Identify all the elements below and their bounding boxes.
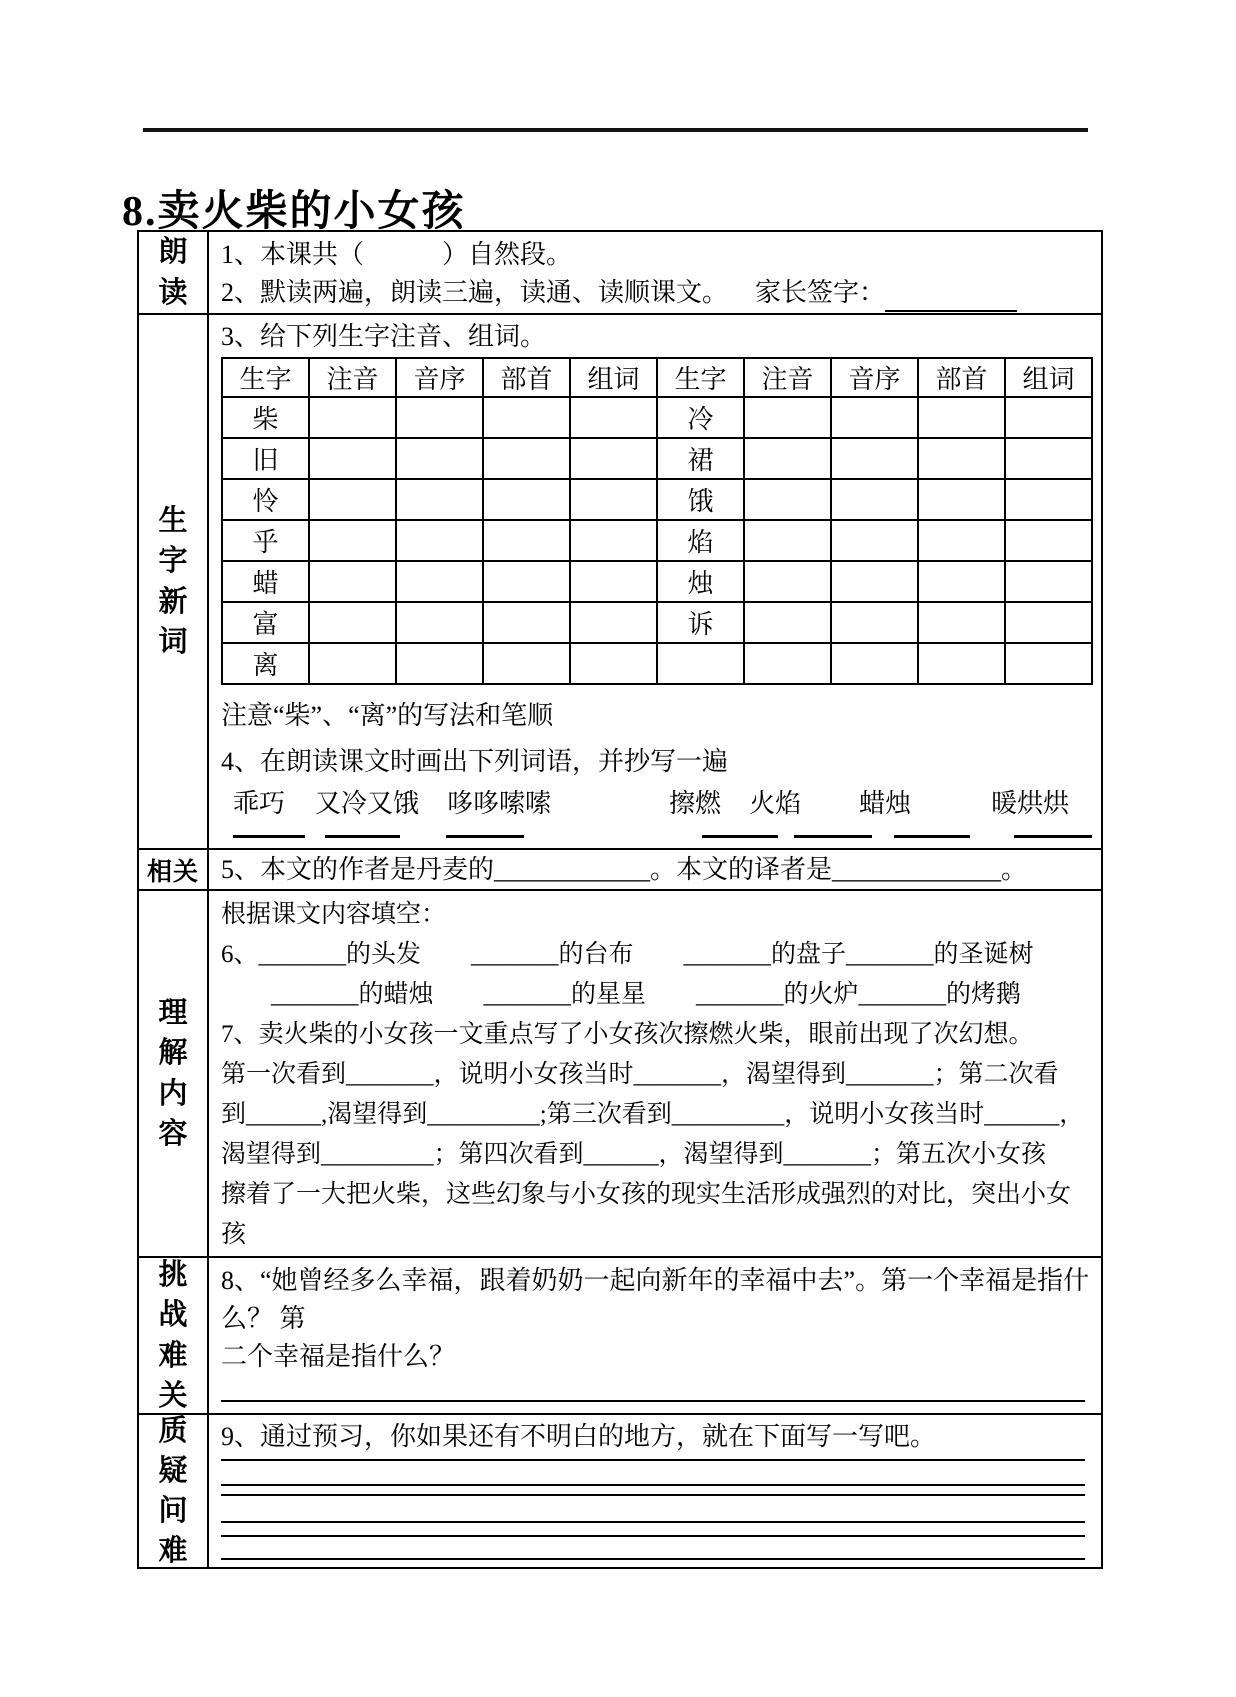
row-comprehension-label [139,891,209,1256]
item-7-lines [221,1015,1095,1256]
new-character-cell: 焰 [657,520,744,561]
new-character-cell: 烛 [657,561,744,602]
char-table-header-cell: 注音 [309,358,396,397]
blank-fill-cell [396,479,483,520]
row-related-content [209,850,1101,889]
blank-fill-cell [396,643,483,684]
blank-fill-cell [744,643,831,684]
blank-fill-cell [831,520,918,561]
vocab-word: 暖烘烘 [991,789,1070,818]
blank-fill-cell [831,479,918,520]
vocab-word: 擦燃 [669,789,722,818]
item-7-line: 到______,渴望得到_________;第三次看到_________，说明小女孩当时______， [221,1101,1085,1128]
row-related-label [139,850,209,889]
copy-blank-line [794,835,872,838]
blank-fill-cell [918,561,1005,602]
vocab-word: 哆哆嗦嗦 [447,789,552,818]
blank-fill-cell [570,602,657,643]
header-rule [143,128,1088,132]
blank-fill-cell [309,520,396,561]
blank-fill-cell [744,520,831,561]
blank-fill-cell [918,520,1005,561]
char-table-row [222,602,1092,643]
blank-fill-cell [309,561,396,602]
vocab-word: 蜡烛 [859,789,912,818]
character-annotation-table [221,357,1093,685]
new-character-cell: 怜 [222,479,309,520]
blank-fill-cell [831,561,918,602]
blank-fill-cell [831,602,918,643]
item-7-line: 擦着了一大把火柴，这些幻象与小女孩的现实生活形成强烈的对比，突出小女孩 [221,1181,1072,1248]
blank-fill-cell [744,479,831,520]
item-9-text: 9、通过预习，你如果还有不明白的地方，就在下面写一写吧。 [221,1422,937,1451]
row-related [139,850,1101,891]
blank-fill-cell [483,397,570,438]
blank-fill-cell [483,602,570,643]
parent-signature-blank [885,280,1017,312]
item-6-lines [221,935,1095,1015]
char-table-header-cell: 组词 [1005,358,1092,397]
row-challenge-label [139,1258,209,1413]
blank-fill-cell [309,397,396,438]
blank-fill-cell [483,643,570,684]
char-table-header-cell: 部首 [918,358,1005,397]
blank-fill-cell [831,438,918,479]
blank-fill-cell [483,438,570,479]
new-character-cell [657,643,744,684]
char-table-header-row [222,358,1092,397]
copy-blank-line [702,835,778,838]
blank-fill-cell [309,602,396,643]
blank-fill-cell [744,602,831,643]
blank-fill-cell [570,479,657,520]
blank-fill-cell [309,438,396,479]
blank-fill-cell [1005,520,1092,561]
char-table-row [222,397,1092,438]
blank-fill-cell [1005,397,1092,438]
fill-in-intro-text: 根据课文内容填空： [221,901,447,928]
row-reading-label-text: 朗 读 [158,236,188,309]
new-character-cell: 柴 [222,397,309,438]
item-1-text: 1、本课共（ ）自然段。 [221,240,573,269]
copy-blank-line [446,835,524,838]
char-table-row [222,479,1092,520]
worksheet-table [137,230,1103,1569]
row-comprehension [139,891,1101,1258]
row-challenge-label-text: 挑 战 难 关 [158,1259,188,1412]
row-question [139,1415,1101,1567]
blank-fill-cell [1005,602,1092,643]
blank-fill-cell [570,561,657,602]
blank-fill-cell [918,479,1005,520]
blank-fill-cell [918,397,1005,438]
blank-fill-cell [570,438,657,479]
copy-blanks-row [221,835,1095,838]
blank-fill-cell [396,602,483,643]
blank-fill-cell [744,397,831,438]
blank-fill-cell [309,479,396,520]
item-2-text: 2、默读两遍，朗读三遍，读通、读顺课文。 [221,278,729,307]
item-8-lines [221,1262,1095,1376]
new-character-cell: 富 [222,602,309,643]
item-7-line: 7、卖火柴的小女孩一文重点写了小女孩次擦燃火柴，眼前出现了次幻想。 [221,1021,1034,1048]
char-table-row [222,561,1092,602]
vocab-word: 又冷又饿 [315,789,420,818]
vocab-word: 火焰 [749,789,802,818]
answer-blank-line [221,1400,1085,1402]
char-table-header-cell: 部首 [483,358,570,397]
char-table-row [222,520,1092,561]
item-6-line: _______的蜡烛 _______的星星 _______的火炉_______的烤鹅 [221,981,1022,1008]
char-table-row [222,643,1092,684]
row-reading-content [209,232,1101,313]
new-character-cell: 裙 [657,438,744,479]
blank-fill-cell [570,397,657,438]
blank-fill-cell [1005,561,1092,602]
char-table-header-cell: 组词 [570,358,657,397]
char-table-header-cell: 注音 [744,358,831,397]
copy-blank-line [325,835,400,838]
stroke-note-text: 注意“柴”、“离”的写法和笔顺 [221,701,554,730]
blank-fill-cell [918,438,1005,479]
row-question-label [139,1415,209,1567]
answer-blank-line [221,1558,1085,1560]
new-character-cell: 饿 [657,479,744,520]
blank-fill-cell [1005,479,1092,520]
answer-blank-line [221,1521,1085,1523]
vocab-word: 乖巧 [233,789,286,818]
row-new-words [139,315,1101,850]
item-6-line: 6、_______的头发 _______的台布 _______的盘子_______的圣诞树 [221,941,1034,968]
row-new-words-content [209,315,1101,848]
row-new-words-label [139,315,209,848]
char-table-header-cell: 音序 [396,358,483,397]
item-7-line: 渴望得到_________；第四次看到______，渴望得到_______；第五次小女孩 [221,1141,1047,1168]
blank-fill-cell [1005,643,1092,684]
row-challenge [139,1258,1101,1415]
answer-blank-line [221,1459,1085,1461]
row-question-label-text: 质 疑 问 难 [158,1414,188,1568]
blank-fill-cell [831,643,918,684]
row-question-content [209,1415,1101,1567]
answer-blank-line [221,1494,1085,1496]
new-character-cell: 蜡 [222,561,309,602]
answer-blank-line [221,1535,1085,1537]
item-4-text: 4、在朗读课文时画出下列词语，并抄写一遍 [221,747,729,776]
char-table-header-cell: 生字 [657,358,744,397]
blank-fill-cell [483,561,570,602]
blank-fill-cell [483,479,570,520]
row-new-words-label-text: 生 字 新 词 [158,505,188,658]
blank-fill-cell [831,397,918,438]
blank-fill-cell [396,397,483,438]
answer-blank-line [221,1484,1085,1486]
row-comprehension-content [209,891,1101,1256]
row-challenge-content [209,1258,1101,1413]
new-character-cell: 诉 [657,602,744,643]
vocabulary-words-row [221,789,1095,819]
row-reading-label [139,232,209,313]
new-character-cell: 冷 [657,397,744,438]
new-character-cell: 离 [222,643,309,684]
blank-fill-cell [396,561,483,602]
blank-fill-cell [570,643,657,684]
copy-blank-line [233,835,305,838]
item-8-line: 8、“她曾经多么幸福，跟着奶奶一起向新年的幸福中去”。第一个幸福是指什么？ 第 [221,1266,1090,1333]
new-character-cell: 旧 [222,438,309,479]
row-related-label-text: 相关 [146,858,199,886]
item-5-text: 5、本文的作者是丹麦的____________。本文的译者是_____________。 [221,855,1028,884]
copy-blank-line [894,835,970,838]
item-3-text: 3、给下列生字注音、组词。 [221,322,547,351]
row-reading [139,232,1101,315]
blank-fill-cell [744,438,831,479]
copy-blank-line [1014,835,1092,838]
char-table-row [222,438,1092,479]
item-7-line: 第一次看到_______，说明小女孩当时_______，渴望得到_______；第二次看 [221,1061,1059,1088]
blank-fill-cell [309,643,396,684]
item-8-line: 二个幸福是指什么？ [221,1342,456,1371]
blank-fill-cell [483,520,570,561]
blank-fill-cell [396,520,483,561]
blank-fill-cell [918,643,1005,684]
blank-fill-cell [570,520,657,561]
blank-fill-cell [918,602,1005,643]
blank-fill-cell [744,561,831,602]
new-character-cell: 乎 [222,520,309,561]
page-title: 8.卖火柴的小女孩 [122,189,466,236]
blank-fill-cell [1005,438,1092,479]
item-7-line [221,1255,1095,1256]
parent-signature-label: 家长签字： [754,278,885,307]
row-comprehension-label-text: 理 解 内 容 [158,997,188,1150]
char-table-header-cell: 生字 [222,358,309,397]
blank-fill-cell [396,438,483,479]
char-table-header-cell: 音序 [831,358,918,397]
